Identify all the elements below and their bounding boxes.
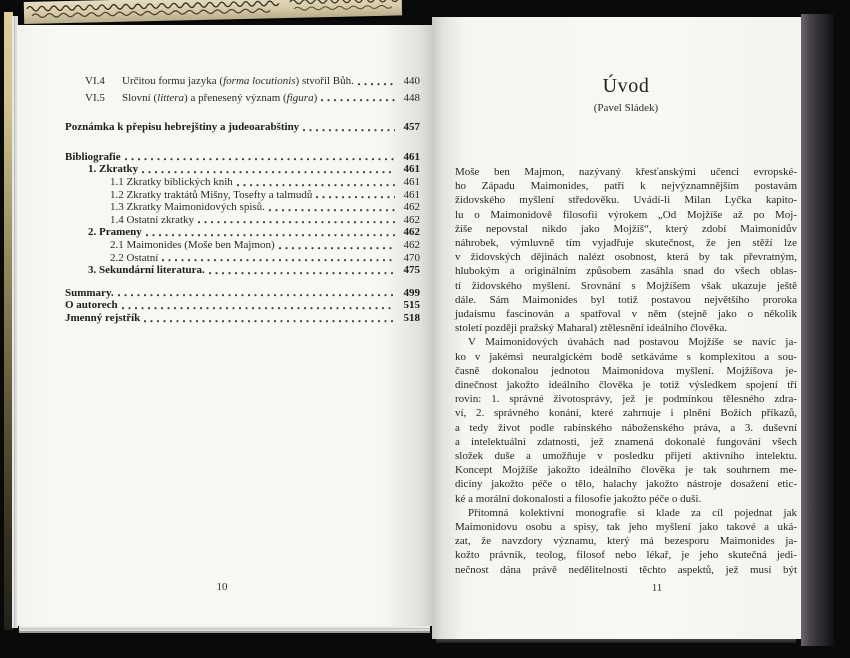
manuscript-script-lines <box>24 0 402 24</box>
toc-row <box>65 75 420 88</box>
toc-page-ref: 470 <box>403 251 420 264</box>
text-line: judaismu fascinován a spatřoval v něm (stejně jako o několik <box>455 308 797 321</box>
text-line: dinečnost jakožto ideálního člověka je totiž výsledkem spojení tří <box>455 379 797 392</box>
toc-entry-label: Bibliografie <box>65 150 121 163</box>
text-line: ko v jakémsi neuralgickém bodě setkáváme s komplexitou a sou- <box>455 350 797 363</box>
toc-row <box>65 92 420 105</box>
text-line: dále. Sám Maimonides byl totiž postavou největšího proroka <box>455 293 797 306</box>
toc-row <box>65 287 420 300</box>
toc-page-ref: 461 <box>403 188 420 201</box>
text-line: Přítomná kolektivní monografie si klade za cíl pojednat jak <box>468 506 797 519</box>
toc-row <box>65 264 420 277</box>
paragraph <box>455 506 797 577</box>
text-line: složek duše a umožňuje v posledku přijetí aktivního intelektu. <box>455 450 797 463</box>
toc-entry-label: 1. Zkratky <box>88 163 139 176</box>
text-line: žíše nepovstal nikdo jako Mojžíš“, který zdobí Maimonidův <box>455 222 797 235</box>
manuscript-fragment <box>24 0 402 24</box>
toc-dot-leader <box>321 92 395 105</box>
toc-page-ref: 518 <box>403 311 420 324</box>
toc-page-ref: 462 <box>403 226 420 239</box>
toc-entry-label: 1.2 Zkratky traktátů Mišny, Tosefty a talmudů <box>110 188 313 201</box>
toc-page-ref: 475 <box>403 264 420 277</box>
toc-page-ref: 462 <box>403 201 420 214</box>
toc-dot-leader <box>198 214 395 227</box>
text-line: století později pražský Maharal) ztělesnění ideálního člověka. <box>455 322 728 335</box>
toc-entry-label: 1.3 Zkratky Maimonidových spisů. <box>110 201 265 214</box>
text-line: a tedy život podle rabínského náboženského práva, a 3. duševní <box>455 421 797 434</box>
toc-page-ref: 440 <box>403 75 420 87</box>
toc-list <box>65 75 420 325</box>
toc-dot-leader <box>142 163 395 176</box>
text-line: židovského myšlení středověku. Uvádí-li Milan Lyčka kapito- <box>455 194 797 207</box>
text-line: časně dokonalou jednotou Maimonidova myšlení. Mojžíšova je- <box>455 364 797 377</box>
toc-dot-leader <box>237 176 395 189</box>
text-line: V Maimonidových úvahách nad postavou Mojžíše se navíc ja- <box>468 336 797 349</box>
toc-row <box>65 176 420 189</box>
toc-entry-label: Summary. <box>65 286 114 299</box>
toc-entry-label: Určitou formu jazyka (forma locutionis) stvořil Bůh. <box>122 75 354 87</box>
toc-page-ref: 448 <box>403 91 420 104</box>
paragraph <box>455 335 797 505</box>
text-line: ho Západu Maimonides, patří k nejvýznamnějším postavám <box>455 180 797 193</box>
toc-row <box>65 151 420 164</box>
right-page <box>432 17 801 639</box>
toc-entry-label: 2.2 Ostatní <box>110 251 159 264</box>
toc-entry-label: Poznámka k přepisu hebrejštiny a judeoarabštiny <box>65 121 300 134</box>
toc-page-ref: 462 <box>403 238 420 251</box>
toc-page-ref: 461 <box>403 150 420 163</box>
left-page-number: 10 <box>216 581 228 593</box>
left-page-bottom-edge <box>19 626 430 633</box>
toc-row <box>65 214 420 227</box>
text-line: v židovských dějinách nalézt osobnost, která by tak převratným, <box>455 251 797 264</box>
paragraph <box>455 165 797 335</box>
toc-dot-leader <box>209 264 395 277</box>
text-line: hlubokým a originálním způsobem zasáhla snad do všech oblas- <box>455 265 797 278</box>
toc-entry-label: 1.4 Ostatní zkratky <box>110 213 195 226</box>
toc-dot-leader <box>122 299 395 312</box>
toc-entry-label: 3. Sekundární literatura. <box>88 264 205 277</box>
text-line: dicíny jakožto péče o tělo, halachy jakožto nástroje dosažení etic- <box>455 478 797 491</box>
toc-dot-leader <box>358 75 395 88</box>
toc-row <box>65 189 420 202</box>
intro-body <box>455 165 797 577</box>
text-line: Koncept Mojžíše jakožto ideálního člověka je tak souhrnem me- <box>455 464 797 477</box>
text-line: a intelektuální zdatnosti, jež znamená dokonalé fungování všech <box>455 435 797 448</box>
toc-row <box>65 312 420 325</box>
toc-row <box>65 121 420 134</box>
text-line: náhrobek, výmluvně tím vyjadřuje skutečnost, že jen stěží lze <box>455 237 797 250</box>
text-line: ké a morální dokonalosti a filosofie jakožto péče o duši. <box>455 492 702 505</box>
text-line: kožto právník, teolog, filosof nebo lékař, je jeho skutečná jedi- <box>455 549 797 562</box>
text-line: ví, 2. správného konání, které zahrnuje i plnění Božích příkazů, <box>455 407 797 420</box>
toc-dot-leader <box>146 226 395 239</box>
toc-page-ref: 457 <box>403 121 420 134</box>
text-line: Moše ben Majmon, nazývaný křesťanskými učenci evropské- <box>455 166 797 178</box>
toc-entry-label: Slovní (littera) a přenesený význam (figura) <box>122 91 318 104</box>
toc-row <box>65 163 420 176</box>
toc-entry-label: 1.1 Zkratky biblických knih <box>110 175 233 188</box>
book-cover-edge <box>801 14 834 646</box>
toc-section-number: VI.4 <box>85 75 105 87</box>
toc-page-ref: 515 <box>403 299 420 312</box>
toc-dot-leader <box>316 189 395 202</box>
chapter-author: (Pavel Sládek) <box>593 102 659 114</box>
right-page-bottom-edge <box>436 639 796 643</box>
toc-page-ref: 461 <box>403 175 420 188</box>
toc-row <box>65 239 420 252</box>
toc-row <box>65 201 420 214</box>
toc-dot-leader <box>269 201 395 214</box>
toc-row <box>65 252 420 265</box>
toc-dot-leader <box>118 287 395 300</box>
text-line: tí židovského myšlení. Srovnání s Mojžíšem však ukazuje ještě <box>455 279 797 292</box>
toc-row <box>65 226 420 239</box>
right-page-number: 11 <box>651 582 663 594</box>
toc-dot-leader <box>279 239 395 252</box>
toc-page-ref: 462 <box>403 213 420 226</box>
toc-dot-leader <box>125 151 395 164</box>
text-line: zat, že navzdory významu, který má bezesporu Maimonides ja- <box>455 535 797 548</box>
toc-dot-leader <box>303 121 395 134</box>
toc-entry-label: O autorech <box>65 299 118 312</box>
toc-entry-label: 2. Prameny <box>88 226 142 239</box>
text-line: rovin: 1. správné životosprávy, jež je podmínkou tělesného zdra- <box>455 393 797 406</box>
toc-page-ref: 461 <box>403 163 420 176</box>
toc-dot-leader <box>144 312 395 325</box>
chapter-title: Úvod <box>602 75 650 97</box>
text-line: Maimonidovu osobu a spisy, tak jeho myšlení jako takové a uká- <box>455 521 797 534</box>
text-line: lu o Maimonidově filosofii výrokem „Od Mojžíše až po Moj- <box>455 208 797 221</box>
toc-entry-label: 2.1 Maimonides (Moše ben Majmon) <box>110 238 275 251</box>
toc-section-number: VI.5 <box>85 91 105 104</box>
toc-dot-leader <box>162 252 395 265</box>
left-page <box>17 25 432 626</box>
toc-page-ref: 499 <box>403 286 420 299</box>
toc-entry-label: Jmenný rejstřík <box>65 311 141 324</box>
text-line: nečnost dána právě nedělitelností těchto aspektů, jež musí být <box>455 563 797 576</box>
toc-row <box>65 299 420 312</box>
